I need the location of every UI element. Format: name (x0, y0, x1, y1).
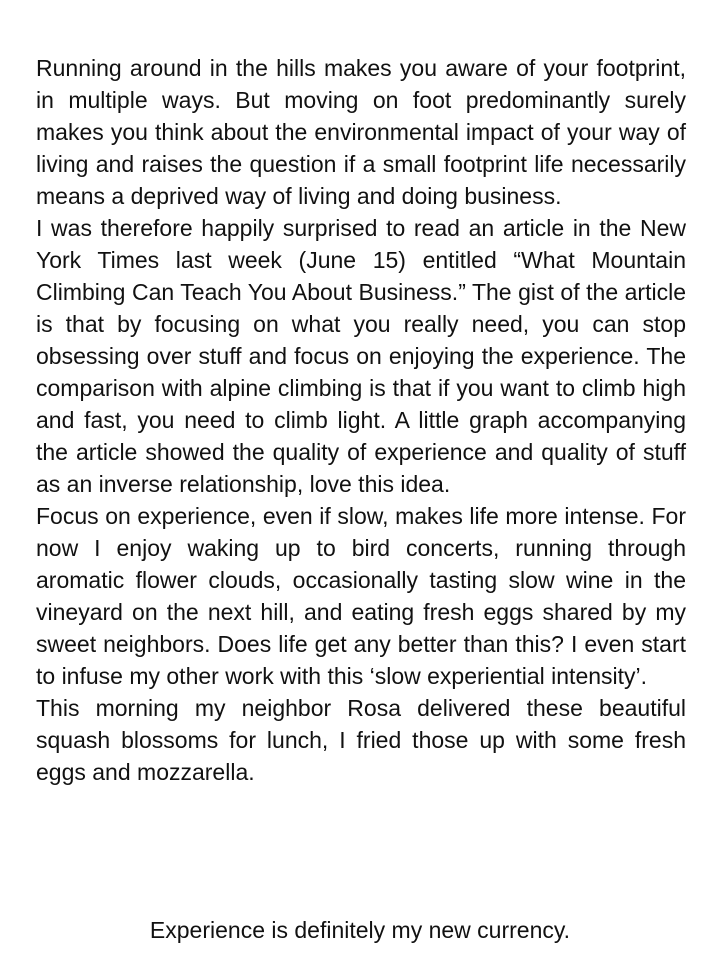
paragraph-nyt-article: I was therefore happily surprised to read an article in the New York Times last week (June 15) entitled “What Mountain Climbing Can Teach You About Business.” The gist of the article is that by focusing on what you really need, you can stop obsessing over stuff and focus on enjoying the experience. The comparison with alpine climbing is that if you want to climb high and fast, you need to climb light. A little graph accompanying the article showed the quality of experience and quality of stuff as an inverse relationship, love this idea. (36, 215, 686, 497)
paragraph-footprint: Running around in the hills makes you aware of your footprint, in multiple ways. But moving on foot predominantly surely makes you think about the environmental impact of your way of living and raises the question if a small footprint life necessarily means a deprived way of living and doing business. (36, 55, 686, 209)
body-text (36, 52, 686, 788)
paragraph-squash-blossoms: This morning my neighbor Rosa delivered these beautiful squash blossoms for lunch, I fried those up with some fresh eggs and mozzarella. (36, 695, 686, 785)
closing-line: Experience is definitely my new currency. (149, 917, 571, 943)
paragraph-experience: Focus on experience, even if slow, makes life more intense. For now I enjoy waking up to bird concerts, running through aromatic flower clouds, occasionally tasting slow wine in the vineyard on the next hill, and eating fresh eggs shared by my sweet neighbors. Does life get any better than this? I even start to infuse my other work with this ‘slow experiential intensity’. (36, 503, 686, 689)
